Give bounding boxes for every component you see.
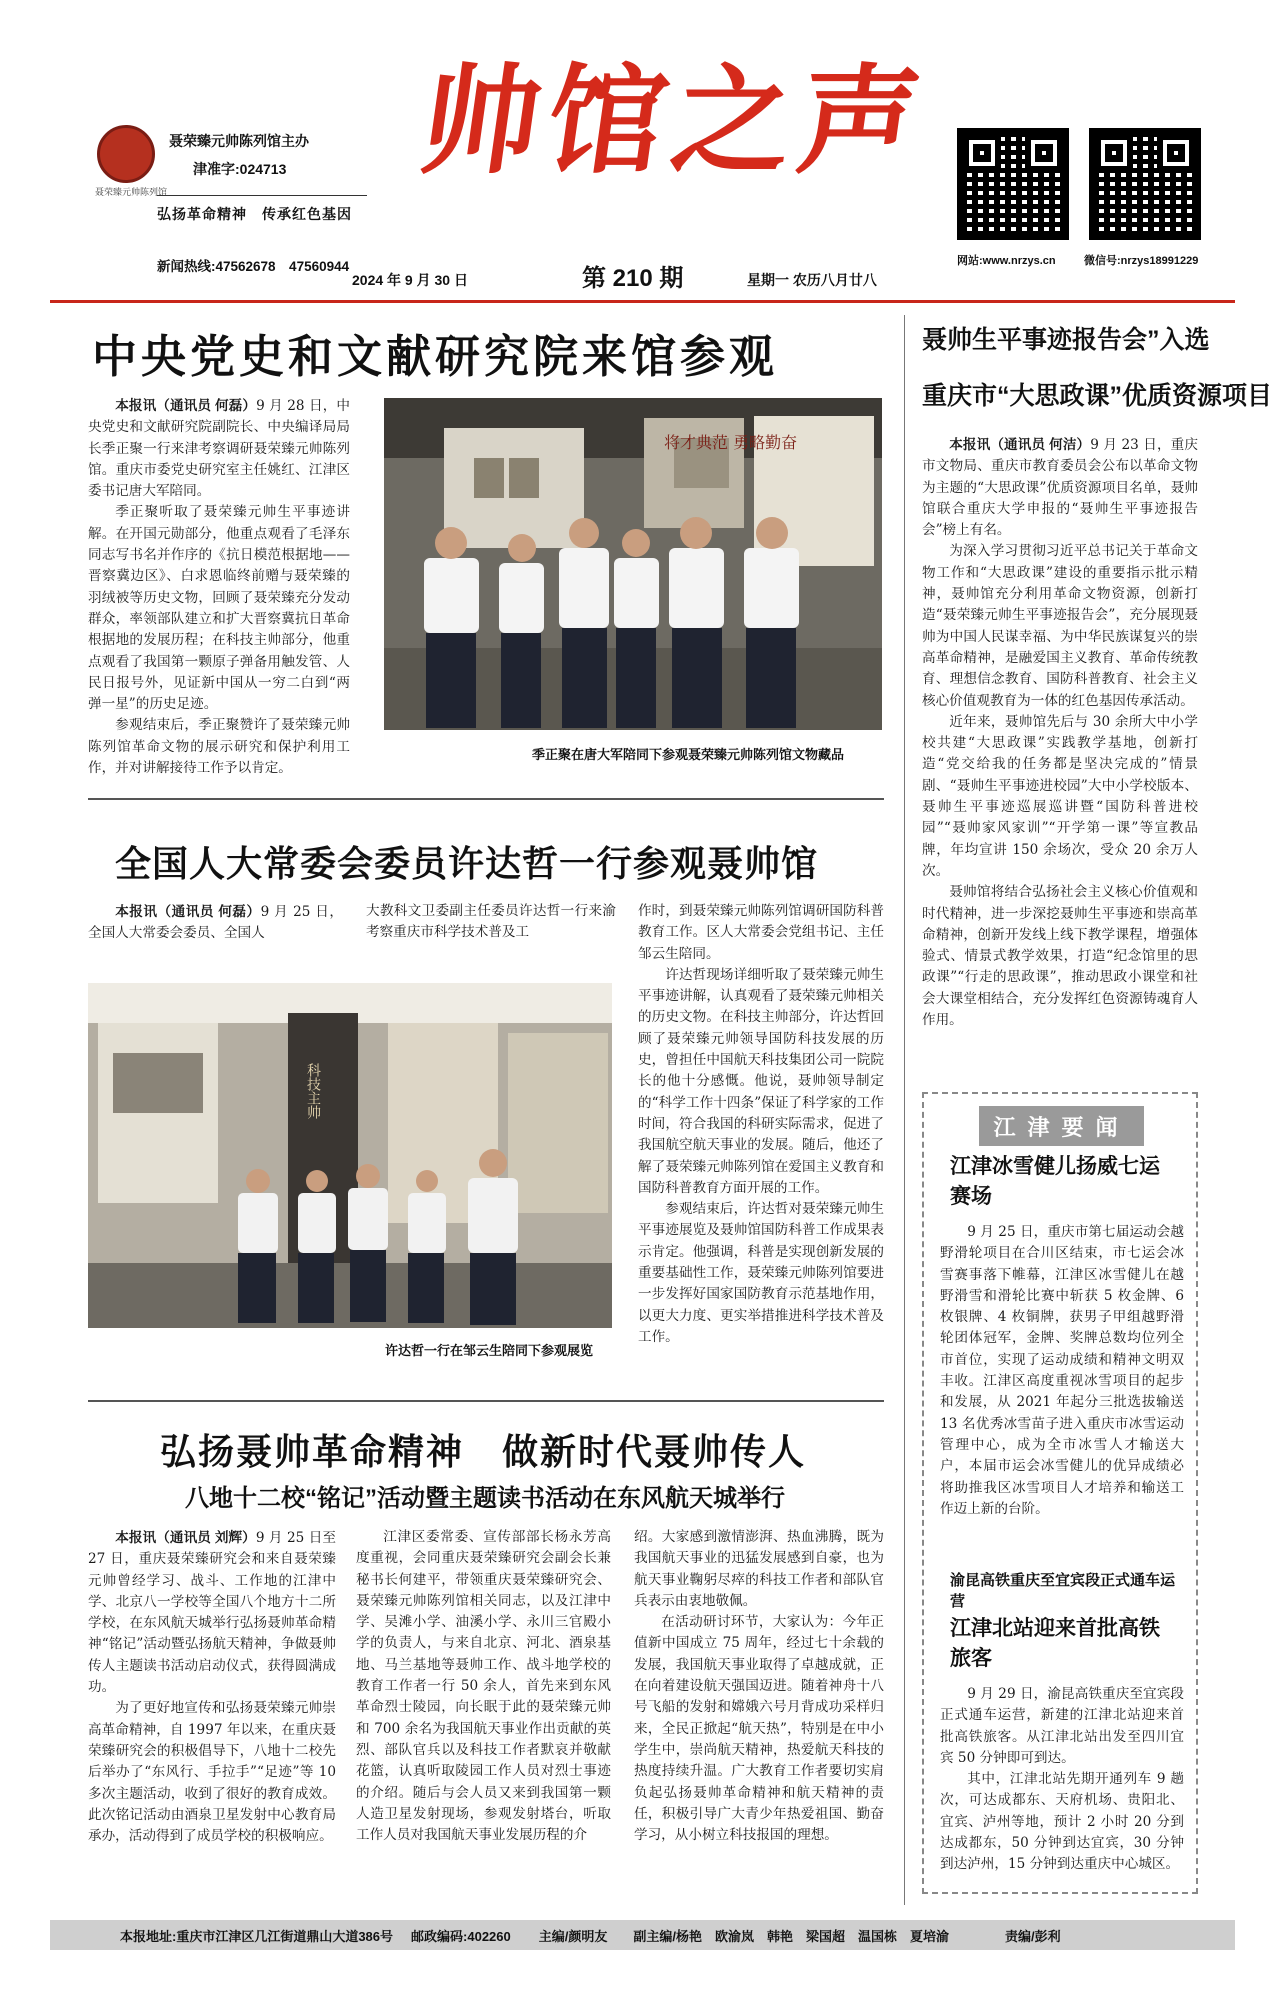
article2-col3 xyxy=(638,901,884,1348)
article2-col2 xyxy=(366,901,616,944)
news2-body xyxy=(940,1684,1184,1876)
host-line: 聂荣臻元帅陈列馆主办 xyxy=(169,133,309,149)
article4-p1: 9 月 23 日，重庆市文物局、重庆市教育委员会公布以革命文物为主题的“大思政课”优质资源项目名单，聂帅馆联合重庆大学申报的“聂帅生平事迹报告会”榜上有名。 xyxy=(922,437,1198,539)
jiangjin-news-box xyxy=(922,1092,1198,1894)
article2-caption: 许达哲一行在邹云生陪同下参观展览 xyxy=(385,1343,594,1358)
article1-lead: 本报讯（通讯员 何磊） xyxy=(115,398,257,413)
news1-body xyxy=(940,1222,1184,1520)
article1-body xyxy=(88,395,350,779)
article2-photo xyxy=(88,983,612,1328)
footer-address: 本报地址:重庆市江津区几江街道鼎山大道386号 xyxy=(120,1928,394,1944)
article2-c3c: 参观结束后，许达哲对聂荣臻元帅生平事迹展览及聂帅馆国防科普工作成果表示肯定。他强调，科普是实现创新发展的重要基础性工作，聂荣臻元帅陈列馆要进一步发挥好国家国防教育示范基地作用，以更大力度、更实举措推进科学技术普及工作。 xyxy=(638,1201,884,1345)
footer-bar xyxy=(50,1920,1235,1950)
photo1-banner: 将才典范 勇略勤奋 xyxy=(664,433,798,452)
photo2-banner: 科技主帅 xyxy=(305,1063,321,1119)
news2-title: 江津北站迎来首批高铁旅客 xyxy=(950,1617,1160,1670)
article3-c3a: 绍。大家感到激情澎湃、热血沸腾，既为我国航天事业的迅猛发展感到自豪，也为航天事业鞠躬尽瘁的科技工作者和部队官兵表示由衷地敬佩。 xyxy=(634,1529,884,1609)
footer-editor: 主编/颜明友 xyxy=(538,1928,608,1944)
issue-date: 2024 年 9 月 30 日 xyxy=(352,272,468,288)
masthead-rule xyxy=(50,300,1235,303)
divider-1 xyxy=(88,798,884,800)
article1-p1: 9 月 28 日，中央党史和文献研究院副院长、中央编译局局长季正聚一行来津考察调研聂荣臻元帅陈列馆。重庆市委党史研究室主任姚红、江津区委书记唐大军陪同。 xyxy=(88,398,350,500)
article1-caption: 季正聚在唐大军陪同下参观聂荣臻元帅陈列馆文物藏品 xyxy=(532,747,845,762)
permit-line: 津准字:024713 xyxy=(193,161,287,177)
footer-deputy: 副主编/杨艳 欧渝岚 韩艳 梁国超 温国栋 夏培渝 xyxy=(633,1928,949,1944)
article2-headline: 全国人大常委会委员许达哲一行参观聂帅馆 xyxy=(115,843,819,884)
article3-c1b: 为了更好地宣传和弘扬聂荣臻元帅崇高革命精神，自 1997 年以来，在重庆聂荣臻研究会的积极倡导下，八地十二校先后举办了“东风行、手拉手”“足迹”等 10 多次主题活动，收到了很好的教育成效。此次铭记活动由酒泉卫星发射中心教育局承办，活动得到了成员学校的积极响应。 xyxy=(88,1700,336,1845)
article3-c3b: 在活动研讨环节，大家认为：今年正值新中国成立 75 周年，经过七十余载的发展，我国航天事业取得了卓越成就，正在向着建设航天强国迈进。随着神舟十八号飞船的发射和嫦娥六号月背成功采样归来，全民正掀起“航天热”，特别是在中小学生中，崇尚航天精神，热爱航天科技的热度持续升温。广大教育工作者要切实肩负起弘扬聂帅革命精神和航天精神的责任，积极引导广大青少年热爱祖国、勤奋学习，从小树立科技报国的理想。 xyxy=(634,1614,884,1844)
news-hotline: 新闻热线:47562678 47560944 xyxy=(157,259,350,274)
wechat-qr-icon xyxy=(1089,128,1201,240)
article2-c2: 大教科文卫委副主任委员许达哲一行来渝考察重庆市科学技术普及工 xyxy=(366,903,616,941)
article3-subheadline: 八地十二校“铭记”活动暨主题读书活动在东风航天城举行 xyxy=(185,1485,785,1512)
article4-p4: 聂帅馆将结合弘扬社会主义核心价值观和时代精神，进一步深挖聂帅生平事迹和崇高革命精神，创新开发线上线下教学课程，增强体验式、情景式教学效果，打造“纪念馆里的思政课”“行走的思政课”，推动思政小课堂和社会大课堂相结合，充分发挥红色资源铸魂育人作用。 xyxy=(922,884,1198,1029)
article3-headline: 弘扬聂帅革命精神 做新时代聂帅传人 xyxy=(160,1431,807,1472)
article4-body xyxy=(922,434,1198,1031)
article4-headline-line1: 聂帅生平事迹报告会”入选 xyxy=(922,326,1210,354)
section-tag: 江津要闻 xyxy=(979,1106,1144,1146)
article2-c1: 9 月 25 日，全国人大常委会委员、全国人 xyxy=(88,904,343,942)
article3-col3 xyxy=(634,1527,884,1846)
article1-p3: 参观结束后，季正聚赞许了聂荣臻元帅陈列馆革命文物的展示研究和保护利用工作，并对讲解接待工作予以肯定。 xyxy=(88,717,350,777)
article3-c2: 江津区委常委、宣传部部长杨永芳高度重视，会同重庆聂荣臻研究会副会长兼秘书长何建平，带领重庆聂荣臻研究会、聂荣臻元帅陈列馆相关同志，以及江津中学、吴滩小学、油溪小学、永川三官殿小学的负责人，与来自北京、河北、酒泉基地、马兰基地等聂帅工作、战斗地学校的教育工作者一行 50 余人，首先来到东风革命烈士陵园，向长眠于此的聂荣臻元帅和 700 余名为我国航天事业作出贡献的英烈、部队官兵以及科技工作者默哀并敬献花篮，认真听取陵园工作人员对烈士事迹的介绍。随后与会人员又来到我国第一颗人造卫星发射现场，参观发射塔台，听取工作人员对我国航天事业发展历程的介 xyxy=(356,1529,611,1844)
column-divider xyxy=(904,315,905,1905)
article3-col2 xyxy=(356,1527,611,1846)
weekday-lunar: 星期一 农历八月廿八 xyxy=(747,272,877,288)
article3-lead: 本报讯（通讯员 刘辉） xyxy=(115,1530,256,1545)
footer-chief: 责编/彭利 xyxy=(1005,1928,1061,1944)
article4-lead: 本报讯（通讯员 何洁） xyxy=(949,437,1091,452)
article2-c3a: 作时，到聂荣臻元帅陈列馆调研国防科普教育工作。区人大常委会党组书记、主任邹云生陪同。 xyxy=(638,903,884,962)
news2-text-1: 9 月 29 日，渝昆高铁重庆至宜宾段正式通车运营，新建的江津北站迎来首批高铁旅客。从江津北站出发至四川宜宾 50 分钟即可到达。 xyxy=(940,1686,1184,1766)
logo-caption: 聂荣臻元帅陈列馆 xyxy=(94,188,167,198)
website-label: 网站:www.nrzys.cn xyxy=(957,255,1056,267)
footer-postcode: 邮政编码:402260 xyxy=(411,1928,511,1944)
slogan: 弘扬革命精神 传承红色基因 xyxy=(157,195,367,224)
wechat-label: 微信号:nrzys18991229 xyxy=(1084,255,1199,267)
news1-title: 江津冰雪健儿扬威七运赛场 xyxy=(950,1155,1160,1208)
news2-text-2: 其中，江津北站先期开通列车 9 趟次，可达成都东、天府机场、贵阳北、宜宾、泸州等地，预计 2 小时 20 分到达成都东，50 分钟到达宜宾，30 分钟到达泸州，15 分钟到达重庆中心城区。 xyxy=(940,1771,1184,1873)
museum-logo-icon xyxy=(97,125,155,183)
article1-headline: 中央党史和文献研究院来馆参观 xyxy=(92,331,779,382)
exhibit-visit-image xyxy=(384,398,882,730)
news1-text: 9 月 25 日，重庆市第七届运动会越野滑轮项目在合川区结束，市七运会冰雪赛事落下帷幕，江津区冰雪健儿在越野滑雪和滑轮比赛中斩获 5 枚金牌、6 枚银牌、4 枚铜牌，获男子甲组越野滑轮团体冠军，金牌、奖牌总数均位列全市首位，实现了运动成绩和精神文明双丰收。江津区高度重视冰雪项目的起步和发展，从 2021 年起分三批选拔输送 13 名优秀冰雪苗子进入重庆市冰雪运动管理中心，成为全市冰雪人才输送大户，本届市运会冰雪健儿的优异成绩必将助推我区冰雪项目人才培养和输送工作迈上新的台阶。 xyxy=(940,1224,1184,1517)
article3-c1a: 9 月 25 日至 27 日，重庆聂荣臻研究会和来自聂荣臻元帅曾经学习、战斗、工作地的江津中学、北京八一学校等全国八个地方十二所学校，在东风航天城举行弘扬聂帅革命精神“铭记”活动暨弘扬航天精神，争做聂帅传人主题读书活动启动仪式，获得圆满成功。 xyxy=(88,1530,336,1696)
issue-number: 第 210 期 xyxy=(582,265,684,292)
article3-col1 xyxy=(88,1527,336,1847)
newspaper-title: 帅馆之声 xyxy=(412,51,936,190)
divider-2 xyxy=(88,1400,884,1402)
article4-headline-line2: 重庆市“大思政课”优质资源项目 xyxy=(922,382,1273,410)
article4-p2: 为深入学习贯彻习近平总书记关于革命文物工作和“大思政课”建设的重要指示批示精神，聂帅馆充分利用革命文物资源，创新打造“聂荣臻元帅生平事迹报告会”，充分展现聂帅为中国人民谋幸福、为中华民族谋复兴的崇高革命精神，是融爱国主义教育、革命传统教育、理想信念教育、国防科普教育、社会主义核心价值观教育为一体的红色基因传承活动。 xyxy=(922,543,1198,709)
news2-kicker: 渝昆高铁重庆至宜宾段正式通车运营 xyxy=(950,1572,1176,1610)
masthead xyxy=(52,51,1232,300)
article2-c3b: 许达哲现场详细听取了聂荣臻元帅生平事迹讲解，认真观看了聂荣臻元帅相关的历史文物。在科技主帅部分，许达哲回顾了聂荣臻元帅领导国防科技发展的历史，曾担任中国航天科技集团公司一院院长的他十分感慨。他说，聂帅领导制定的“科学工作十四条”保证了科学家的工作时间，符合我国的科研实际需求，促进了我国航空航天事业的发展。随后，他还了解了聂荣臻元帅陈列馆在爱国主义教育和国防科普教育方面开展的工作。 xyxy=(638,966,884,1196)
article4-p3: 近年来，聂帅馆先后与 30 余所大中小学校共建“大思政课”实践教学基地，创新打造“党交给我的任务都是坚决完成的”情景剧、“聂帅生平事迹进校园”大中小学校版本、聂帅生平事迹巡展巡讲暨“国防科普进校园”“聂帅家风家训”“开学第一课”等宣教品牌，年均宣讲 150 余场次，受众 20 余万人次。 xyxy=(922,713,1198,879)
exhibition-hall-image xyxy=(88,983,612,1328)
article1-p2: 季正聚听取了聂荣臻元帅生平事迹讲解。在开国元勋部分，他重点观看了毛泽东同志写书名并作序的《抗日模范根据地——晋察冀边区》、白求恩临终前赠与聂荣臻的羽绒被等历史文物，回顾了聂荣臻充分发动群众，率领部队建立和扩大晋察冀抗日革命根据地的发展历程；在科技主帅部分，他重点观看了我国第一颗原子弹备用触发管、人民日报号外，见证新中国从一穷二白到“两弹一星”的历史足迹。 xyxy=(88,504,350,713)
article2-lead: 本报讯（通讯员 何磊） xyxy=(115,904,261,919)
article1-photo xyxy=(384,398,882,730)
article2-col1 xyxy=(88,901,343,945)
website-qr-icon xyxy=(957,128,1069,240)
